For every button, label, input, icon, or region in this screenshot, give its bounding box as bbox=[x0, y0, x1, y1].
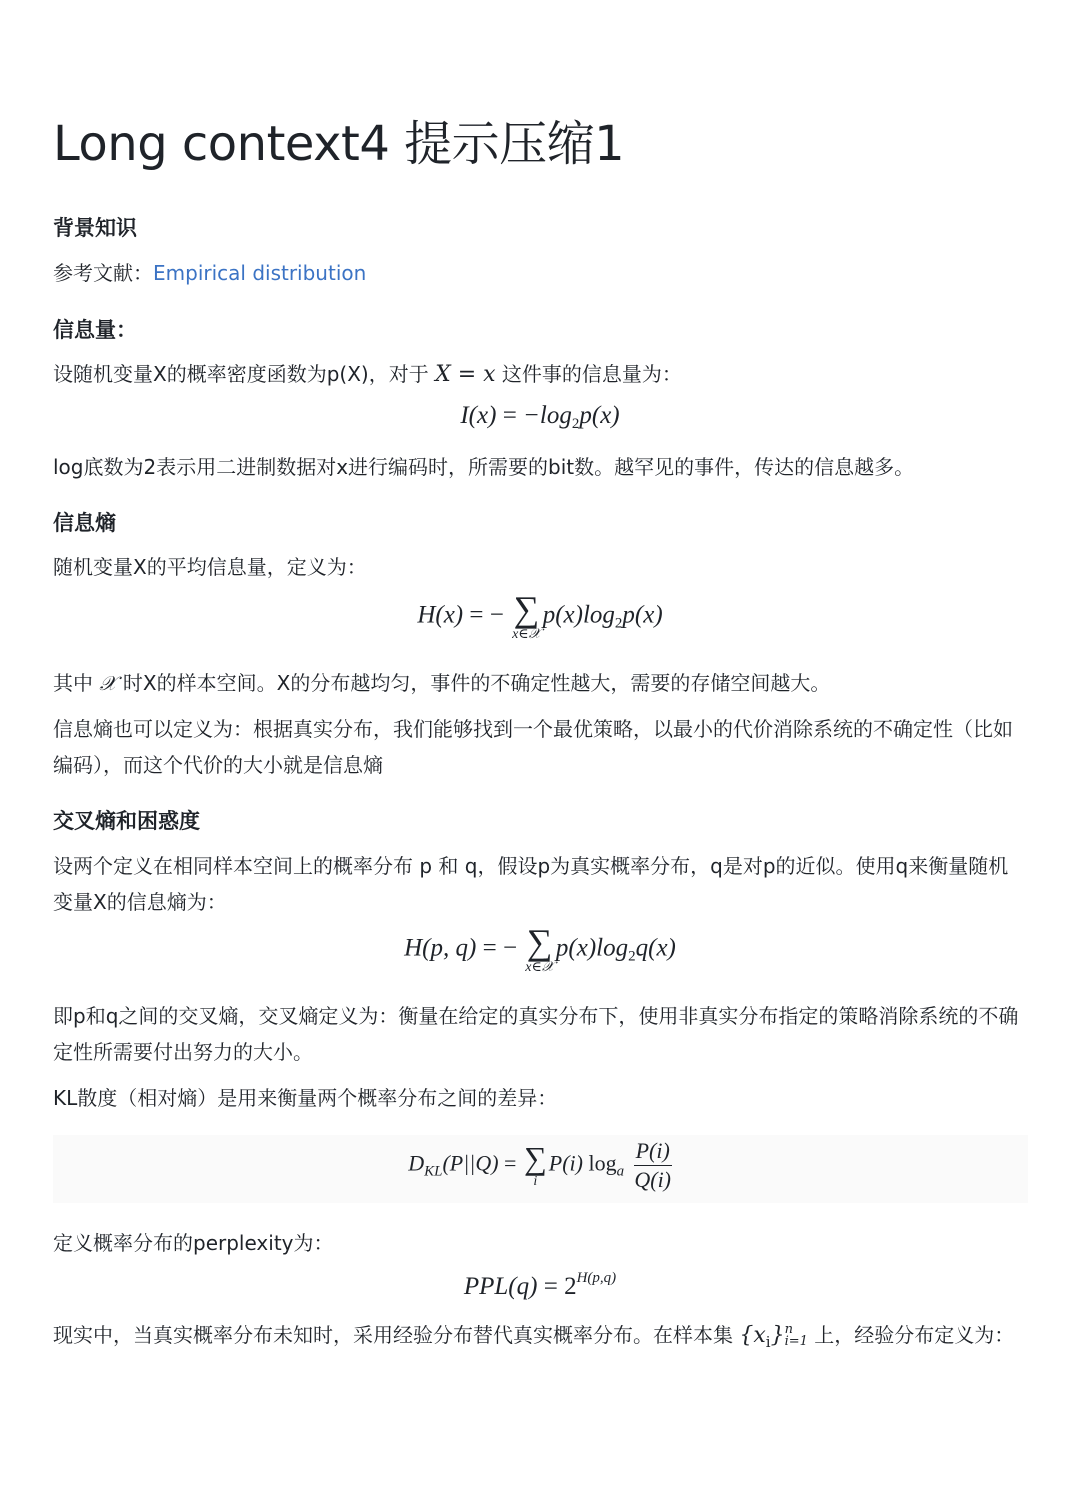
formula-cross-entropy bbox=[0, 922, 1080, 975]
formula-lhs: I(x) bbox=[460, 402, 497, 429]
set-bounds bbox=[785, 1324, 808, 1348]
formula-subscript: a bbox=[616, 1163, 625, 1180]
formula-eq: = − bbox=[476, 934, 518, 962]
formula-body: p(x)log bbox=[542, 601, 615, 629]
formula-exponent: H(p,q) bbox=[576, 1270, 617, 1286]
summation-symbol bbox=[525, 922, 554, 975]
information-explanation: log底数为2表示用二进制数据对x进行编码时，所需要的bit数。越罕见的事件，传达的信息越多。 bbox=[53, 455, 915, 479]
section-heading-cross-entropy: 交叉熵和困惑度 bbox=[53, 809, 200, 833]
sigma-glyph: ∑ bbox=[513, 589, 540, 629]
formula-body: P(i) bbox=[548, 1150, 589, 1176]
cross-entropy-definition: 即p和q之间的交叉熵，交叉熵定义为：衡量在给定的真实分布下，使用非真实分布指定的策略消除系统的不确定性所需要付出努力的大小。 bbox=[53, 1004, 1019, 1064]
formula-information bbox=[0, 402, 1080, 433]
formula-eq: = − bbox=[463, 601, 504, 629]
summation-symbol bbox=[512, 589, 541, 642]
empirical-distribution-link[interactable]: Empirical distribution bbox=[153, 261, 367, 285]
formula-subscript: 2 bbox=[571, 416, 580, 432]
page-title: Long context4 提示压缩1 bbox=[53, 116, 625, 172]
ppl-intro: 定义概率分布的perplexity为： bbox=[53, 1231, 334, 1255]
fraction-numerator: P(i) bbox=[634, 1137, 672, 1166]
kl-intro: KL散度（相对熵）是用来衡量两个概率分布之间的差异： bbox=[53, 1086, 558, 1110]
sample-space-symbol: 𝒳 bbox=[99, 671, 117, 695]
empirical-intro bbox=[53, 1317, 1028, 1360]
summation-symbol bbox=[523, 1139, 547, 1189]
sigma-lower-bound: i bbox=[533, 1173, 538, 1189]
formula-eq: = bbox=[498, 1150, 522, 1176]
formula-rhs: −log bbox=[523, 402, 572, 429]
cross-entropy-intro: 设两个定义在相同样本空间上的概率分布 p 和 q，假设p为真实概率分布，q是对p的近似。使用q来衡量随机变量X的信息熵为： bbox=[53, 854, 1009, 914]
formula-body-suffix: p(x) bbox=[622, 601, 663, 629]
fraction-denominator: Q(i) bbox=[634, 1167, 672, 1192]
formula-entropy bbox=[0, 589, 1080, 642]
set-subscript: i bbox=[765, 1333, 771, 1351]
log-operator: log bbox=[588, 1150, 617, 1176]
formula-lhs: D bbox=[408, 1150, 425, 1176]
formula-rhs-suffix: p(x) bbox=[579, 402, 620, 429]
formula-lhs: H(x) bbox=[417, 601, 464, 629]
entropy-note bbox=[53, 665, 1028, 701]
entropy-note-prefix: 其中 bbox=[53, 671, 93, 695]
formula-subscript: KL bbox=[424, 1163, 443, 1180]
formula-base: 2 bbox=[564, 1273, 577, 1300]
formula-subscript: 2 bbox=[614, 615, 623, 632]
section-heading-background: 背景知识 bbox=[53, 216, 137, 240]
inline-math-x-equals-x: X = x bbox=[435, 362, 496, 387]
formula-body-suffix: q(x) bbox=[635, 934, 676, 962]
section-heading-information: 信息量： bbox=[53, 318, 137, 342]
entropy-intro: 随机变量X的平均信息量，定义为： bbox=[53, 555, 367, 579]
entropy-alt-definition: 信息熵也可以定义为：根据真实分布，我们能够找到一个最优策略，以最小的代价消除系统的不确定性（比如编码），而这个代价的大小就是信息熵 bbox=[53, 717, 1013, 777]
sigma-glyph: ∑ bbox=[523, 1139, 547, 1176]
fraction bbox=[634, 1137, 672, 1194]
set-open: {x bbox=[739, 1323, 766, 1348]
reference-label: 参考文献： bbox=[53, 261, 153, 285]
set-lower-bound: i=1 bbox=[784, 1334, 808, 1349]
formula-lhs: H(p, q) bbox=[404, 934, 477, 962]
formula-kl-divergence bbox=[0, 1137, 1080, 1194]
set-upper-bound: n bbox=[784, 1322, 793, 1337]
sigma-lower-bound: x∈𝒳 bbox=[512, 627, 541, 642]
information-intro-suffix: 这件事的信息量为： bbox=[501, 362, 682, 386]
empirical-intro-suffix: 上，经验分布定义为： bbox=[814, 1323, 1015, 1347]
information-intro-text: 设随机变量X的概率密度函数为p(X)，对于 bbox=[53, 362, 429, 386]
entropy-note-suffix: 时X的样本空间。X的分布越均匀，事件的不确定性越大，需要的存储空间越大。 bbox=[122, 671, 831, 695]
formula-eq: = bbox=[537, 1273, 565, 1300]
information-intro bbox=[53, 356, 1028, 393]
formula-eq: = bbox=[496, 402, 524, 429]
sigma-lower-bound: x∈𝒳 bbox=[525, 960, 554, 975]
formula-perplexity bbox=[0, 1270, 1080, 1301]
formula-subscript: 2 bbox=[628, 948, 636, 965]
formula-body: p(x)log bbox=[555, 934, 629, 962]
section-heading-entropy: 信息熵 bbox=[53, 511, 116, 535]
set-close: } bbox=[770, 1323, 785, 1348]
empirical-intro-text: 现实中，当真实概率分布未知时，采用经验分布替代真实概率分布。在样本集 bbox=[53, 1323, 733, 1347]
formula-args: (P||Q) bbox=[442, 1150, 499, 1176]
sample-set-math bbox=[739, 1322, 808, 1351]
sigma-glyph: ∑ bbox=[526, 922, 553, 962]
reference-line bbox=[53, 255, 1028, 291]
formula-lhs: PPL(q) bbox=[463, 1273, 538, 1300]
